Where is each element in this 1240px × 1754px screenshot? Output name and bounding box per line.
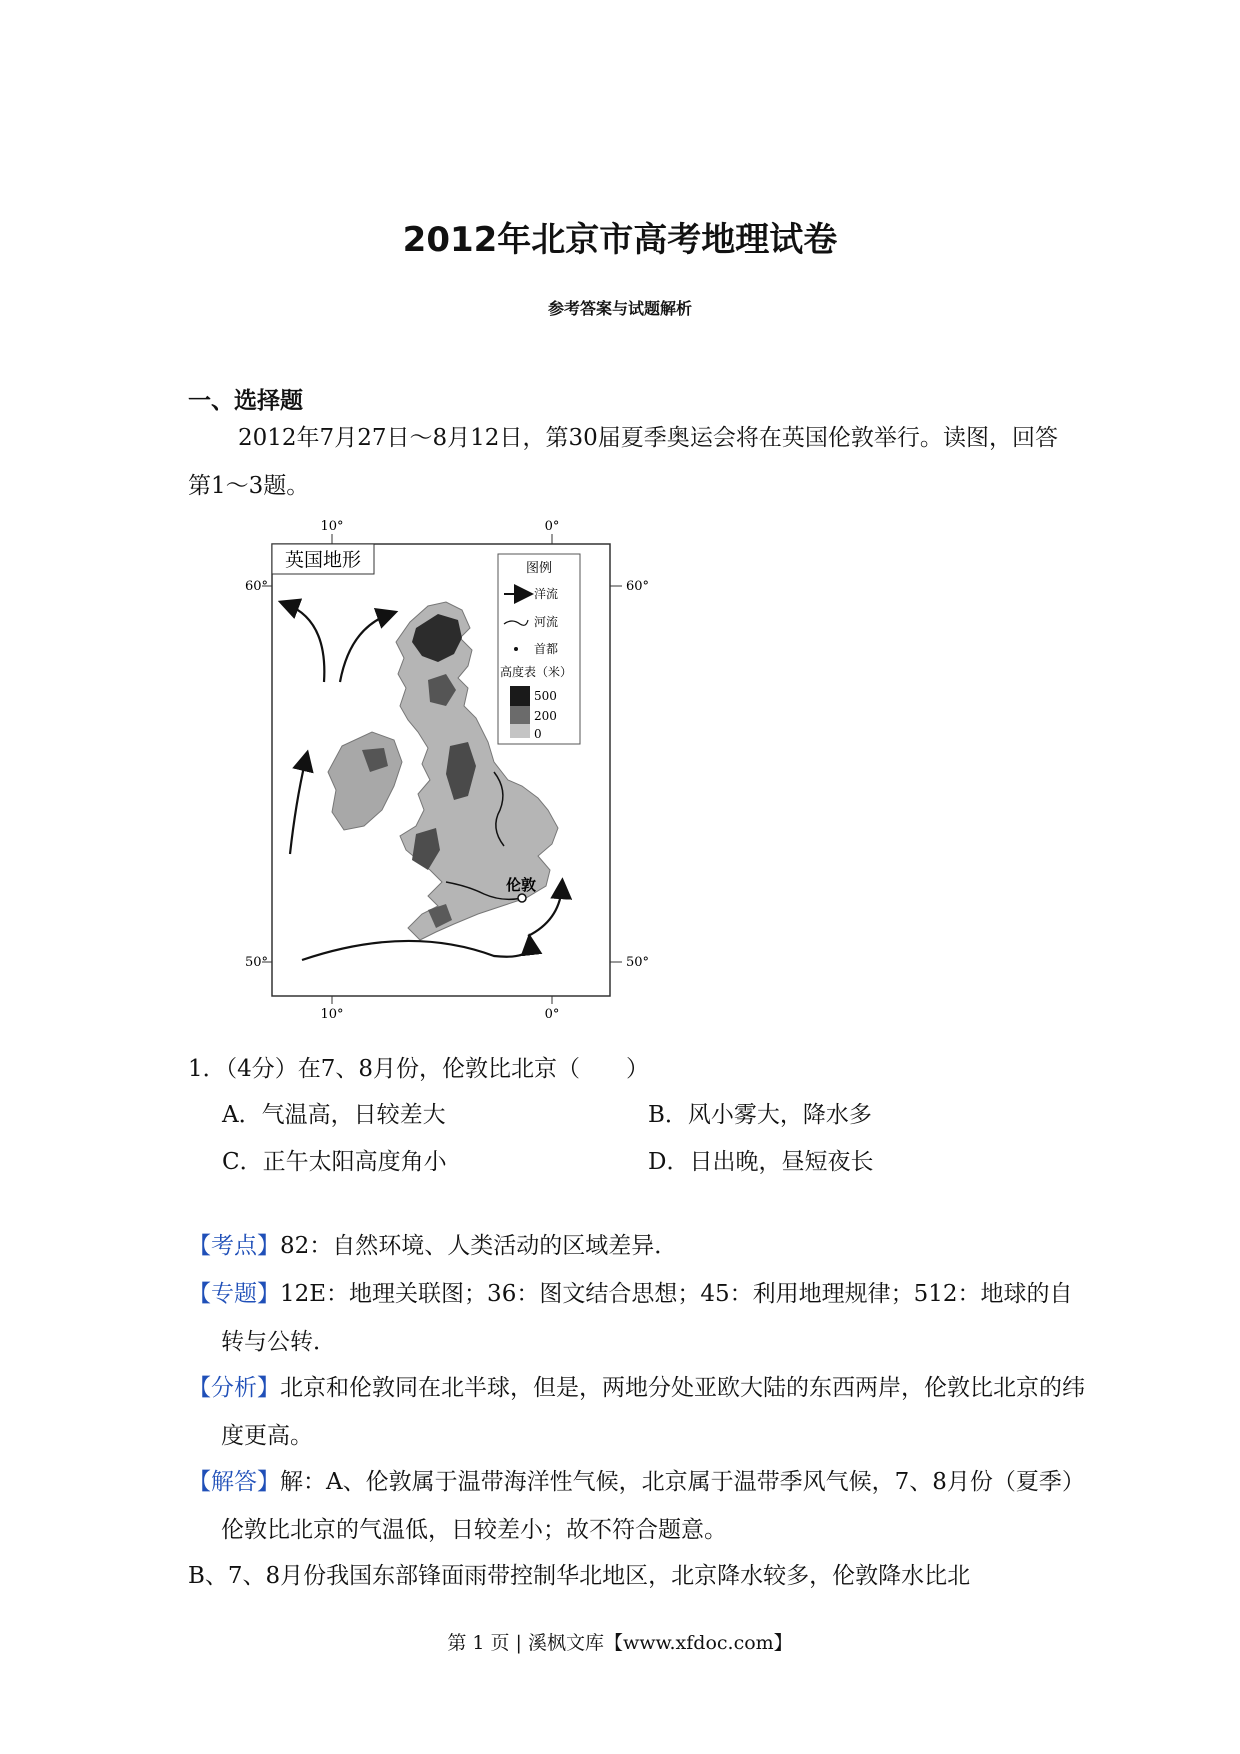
lat-label-50-right: 50° bbox=[626, 955, 650, 970]
zhuanti-text: 12E：地理关联图；36：图文结合思想；45：利用地理规律；512：地球的自转与公转． bbox=[221, 1281, 1073, 1355]
legend-elev-0: 0 bbox=[534, 727, 542, 741]
uk-map-svg bbox=[232, 510, 652, 1020]
london-marker bbox=[518, 894, 526, 902]
page-footer: 第 1 页 | 溪枫文库【www.xfdoc.com】 bbox=[447, 1632, 793, 1654]
legend-river-label: 河流 bbox=[534, 615, 559, 629]
jieda-line bbox=[188, 1458, 1091, 1554]
legend-elev-500: 500 bbox=[534, 689, 557, 703]
fenxi-line bbox=[188, 1364, 1091, 1460]
legend-elev-high-swatch bbox=[510, 686, 530, 706]
lat-label-60-left: 60° bbox=[244, 579, 268, 594]
legend-current-label: 洋流 bbox=[534, 587, 559, 601]
legend-elev-low-swatch bbox=[510, 724, 530, 738]
kaodian-line bbox=[188, 1222, 1091, 1270]
question-1-stem: 1．（4分）在7、8月份，伦敦比北京（ ） bbox=[188, 1056, 650, 1082]
legend-elevation-title: 高度表（米） bbox=[500, 665, 573, 679]
legend-title: 图例 bbox=[525, 561, 553, 576]
page-subtitle: 参考答案与试题解析 bbox=[547, 299, 692, 318]
london-label: 伦敦 bbox=[506, 876, 537, 894]
legend-elev-mid-swatch bbox=[510, 706, 530, 724]
legend-capital-symbol bbox=[514, 647, 518, 651]
page-title: 2012年北京市高考地理试卷 bbox=[402, 220, 838, 260]
zhuanti-line bbox=[188, 1270, 1091, 1366]
section-heading: 一、选择题 bbox=[188, 388, 303, 414]
fenxi-tag: 【分析】 bbox=[188, 1375, 280, 1401]
option-a: A．气温高，日较差大 bbox=[222, 1102, 446, 1128]
lat-label-60-right: 60° bbox=[626, 579, 650, 594]
option-b: B．风小雾大，降水多 bbox=[648, 1102, 872, 1128]
kaodian-tag: 【考点】 bbox=[188, 1233, 280, 1259]
answer-b-line: B、7、8月份我国东部锋面雨带控制华北地区，北京降水较多，伦敦降水比北 bbox=[188, 1563, 971, 1589]
map-title: 英国地形 bbox=[284, 549, 362, 571]
option-c: C．正午太阳高度角小 bbox=[222, 1149, 447, 1175]
option-d: D．日出晚，昼短夜长 bbox=[648, 1149, 874, 1175]
lon-label-bottom-right: 0° bbox=[544, 1007, 560, 1020]
lon-label-bottom-left: 10° bbox=[320, 1007, 344, 1020]
legend-capital-label: 首都 bbox=[534, 642, 559, 656]
lon-label-top-left: 10° bbox=[320, 519, 344, 534]
kaodian-text: 82：自然环境、人类活动的区域差异． bbox=[280, 1233, 678, 1259]
zhuanti-tag: 【专题】 bbox=[188, 1281, 280, 1307]
legend-elev-200: 200 bbox=[534, 709, 557, 723]
fenxi-text: 北京和伦敦同在北半球，但是，两地分处亚欧大陆的东西两岸，伦敦比北京的纬度更高。 bbox=[221, 1375, 1085, 1449]
jieda-tag: 【解答】 bbox=[188, 1469, 280, 1495]
lon-label-top-right: 0° bbox=[544, 519, 560, 534]
uk-terrain-map bbox=[232, 510, 652, 1024]
intro-paragraph: 2012年7月27日～8月12日，第30届夏季奥运会将在英国伦敦举行。读图，回答第1～3题。 bbox=[188, 425, 1058, 499]
lat-label-50-left: 50° bbox=[244, 955, 268, 970]
jieda-text: 解：A、伦敦属于温带海洋性气候，北京属于温带季风气候，7、8月份（夏季）伦敦比北京的气温低，日较差小；故不符合题意。 bbox=[221, 1469, 1085, 1543]
